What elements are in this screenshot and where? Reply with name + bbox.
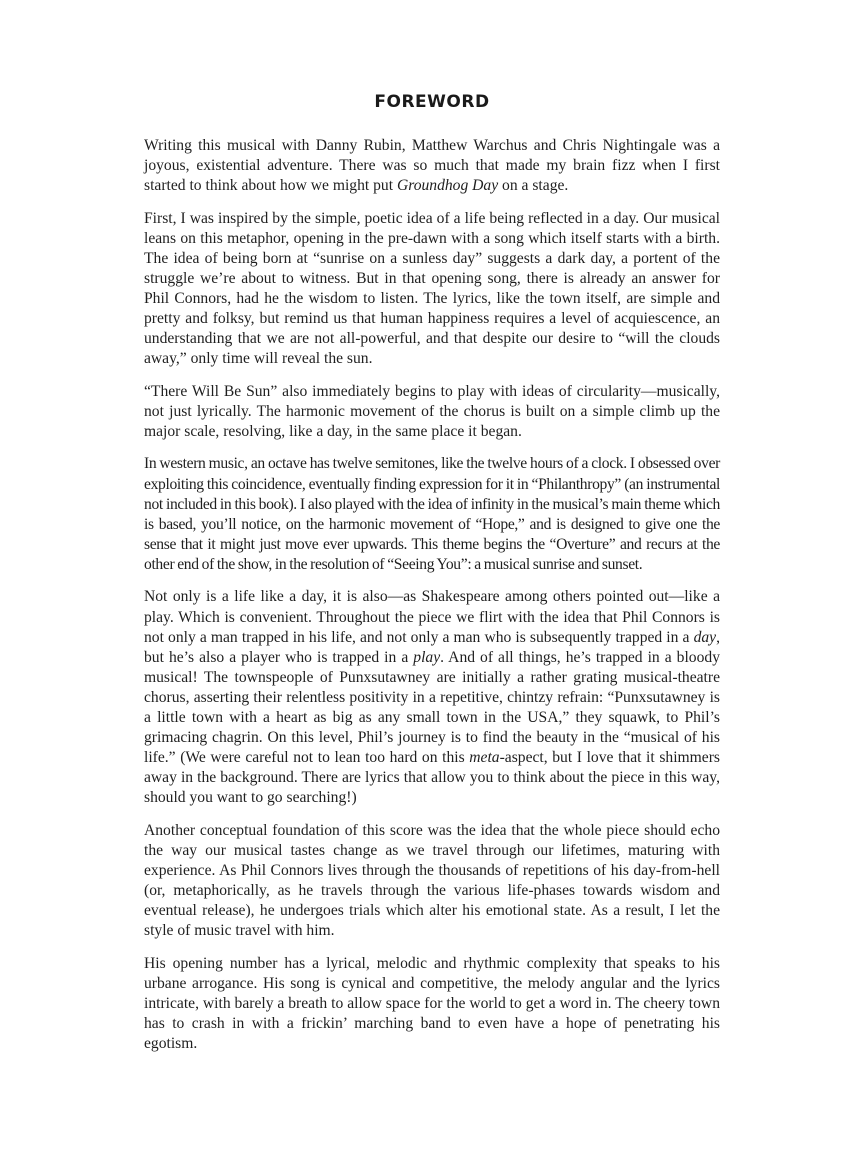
- paragraph-text: In western music, an octave has twelve semitones, like the twelve hours of a clock. I obsessed over exploiting this coincidence, eventually finding expression for it in “Philanthropy” (an instrumental not included in this book). I also played with the idea of infinity in the musical’s main theme which is based, you’ll notice, on the harmonic movement of “Hope,” and is designed to give one the sense that it might just move ever upwards. This theme begins the “Overture” and recurs at the other end of the show, in the resolution of “Seeing You”: a musical sunrise and sunset.: [144, 455, 720, 573]
- paragraph-text: Not only is a life like a day, it is also—as Shakespeare among others pointed out—like a play. Which is convenient. Throughout the piece we flirt with the idea that Phil Connors is not only a man trapped in his life, and not only a man who is subsequently trapped in a: [144, 588, 720, 646]
- italic-text: play: [413, 648, 441, 666]
- paragraph-text: on a stage.: [498, 177, 569, 195]
- italic-text: Groundhog Day: [396, 177, 499, 195]
- paragraph-text: . And of all things, he’s trapped in a bloody musical! The townspeople of Punxsutawney are initially a rather grating musical-theatre chorus, asserting their relentless positivity in a repetitive, chintzy refrain: “Punxsutawney is a little town with a heart as big as any small town in the USA,” they squawk, to Phil’s grimacing chagrin. On this level, Phil’s journey is to find the beauty in the “musical of his life.” (We were careful not to lean too hard on this: [144, 648, 720, 767]
- paragraph-1: [144, 136, 720, 196]
- paragraph-3: [144, 382, 720, 442]
- paragraph-text: First, I was inspired by the simple, poetic idea of a life being reflected in a day. Our musical leans on this metaphor, opening in the pre-dawn with a song which itself starts with a birth. The idea of being born at “sunrise on a sunless day” suggests a dark day, a portent of the struggle we’re about to witness. But in that opening song, there is already an answer for Phil Connors, had he the wisdom to listen. The lyrics, like the town itself, are simple and pretty and folksy, but remind us that human happiness requires a level of acquiescence, an understanding that we are not all-powerful, and that despite our desire to “will the clouds away,” only time will reveal the sun.: [144, 209, 720, 368]
- paragraph-text: Another conceptual foundation of this score was the idea that the whole piece should echo the way our musical tastes change as we travel through our lifetimes, maturing with experience. As Phil Connors lives through the thousands of repetitions of his day-from-hell (or, metaphorically, as he travels through the various life-phases towards wisdom and eventual release), he undergoes trials which alter his emotional state. As a result, I let the style of music travel with him.: [144, 821, 720, 940]
- paragraph-6: [144, 821, 720, 942]
- paragraph-text: His opening number has a lyrical, melodic and rhythmic complexity that speaks to his urbane arrogance. His song is cynical and competitive, the melody angular and the lyrics intricate, with barely a breath to allow space for the world to get a word in. The cheery town has to crash in with a frickin’ marching band to even have a hope of penetrating his egotism.: [144, 954, 720, 1053]
- italic-text: day: [693, 628, 717, 646]
- paragraph-text: -aspect, but I love that it shimmers away in the background. There are lyrics that allow you to think about the piece in this way, should you want to go searching!): [144, 749, 720, 807]
- paragraph-5: [144, 587, 720, 808]
- paragraph-4: [144, 454, 720, 575]
- paragraph-7: [144, 954, 720, 1054]
- paragraph-text: , but he’s also a player who is trapped in a: [144, 628, 720, 666]
- paragraph-2: [144, 209, 720, 370]
- paragraph-text: Writing this musical with Danny Rubin, Matthew Warchus and Chris Nightingale was a joyous, existential adventure. There was so much that made my brain fizz when I first started to think about how we might put: [144, 137, 720, 195]
- paragraph-text: “There Will Be Sun” also immediately begins to play with ideas of circularity—musically, not just lyrically. The harmonic movement of the chorus is built on a simple climb up the major scale, resolving, like a day, in the same place it began.: [144, 382, 720, 440]
- foreword-body: [144, 136, 720, 1067]
- italic-text: meta: [469, 749, 500, 767]
- page-title: FOREWORD: [374, 92, 490, 112]
